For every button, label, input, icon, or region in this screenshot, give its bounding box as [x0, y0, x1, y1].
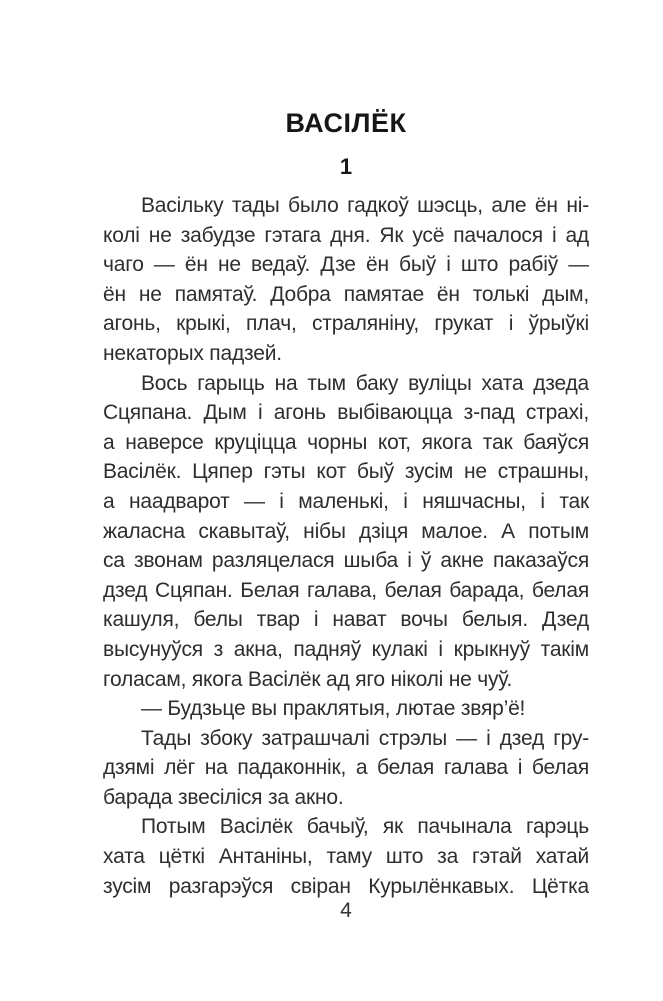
story-text [103, 191, 589, 901]
text-line: некаторых падзей. [103, 341, 282, 365]
text-line: Потым Васілёк бачыў, як пачынала гарэць [141, 815, 589, 839]
text-line: Тады збоку затрашчалі стрэлы — і дзед гру- [141, 726, 589, 750]
text-line: са звонам разляцелася шыба і ў акне паказаўся [103, 549, 589, 573]
paragraph [103, 694, 589, 724]
text-line: хата цёткі Антаніны, таму што за гэтай хатай [103, 845, 589, 869]
text-line: чаго — ён не ведаў. Дзе ён быў і што рабіў — [103, 253, 589, 277]
text-line: высунуўся з акна, падняў кулакі і крыкнуў такім [103, 637, 589, 661]
text-line: барада звесіліся за акно. [103, 785, 344, 809]
text-line: агонь, крыкі, плач, страляніну, грукат і ўрыўкі [103, 312, 589, 336]
text-line: голасам, якога Васілёк ад яго ніколі не чуў. [103, 667, 513, 691]
page-number: 4 [340, 899, 352, 922]
story-title: ВАСІЛЁК [285, 108, 407, 138]
text-line: жаласна скавытаў, нібы дзіця малое. А потым [103, 519, 589, 543]
text-line: а наадварот — і маленькі, і няшчасны, і так [103, 489, 589, 513]
text-line: ён не памятаў. Добра памятае ён толькі дым, [103, 282, 589, 306]
text-line: колі не забудзе гэтага дня. Як усё пачалося і ад [103, 223, 589, 247]
text-line: Вось гарыць на тым баку вуліцы хата дзеда [141, 371, 589, 395]
text-line: Васільку тады было гадкоў шэсць, але ён ні- [141, 194, 589, 217]
text-line: Сцяпана. Дым і агонь выбіваюцца з-пад страхі, [103, 401, 589, 425]
text-line: кашуля, белы твар і нават вочы белыя. Дзед [103, 608, 589, 632]
text-line: Васілёк. Цяпер гэты кот быў зусім не страшны, [103, 460, 589, 484]
paragraph [103, 191, 589, 369]
paragraph [103, 812, 589, 901]
text-line: — Будзьце вы праклятыя, лютае звяр’ё! [141, 697, 526, 721]
text-line: зусім разгарэўся свіран Курылёнкавых. Цётка [103, 874, 589, 898]
chapter-number: 1 [339, 154, 353, 179]
text-line: дзямі лёг на падаконнік, а белая галава і белая [103, 756, 589, 780]
text-line: дзед Сцяпан. Белая галава, белая барада, белая [103, 578, 589, 602]
paragraph [103, 369, 589, 695]
text-line: а наверсе круціцца чорны кот, якога так баяўся [103, 430, 589, 454]
paragraph [103, 724, 589, 813]
